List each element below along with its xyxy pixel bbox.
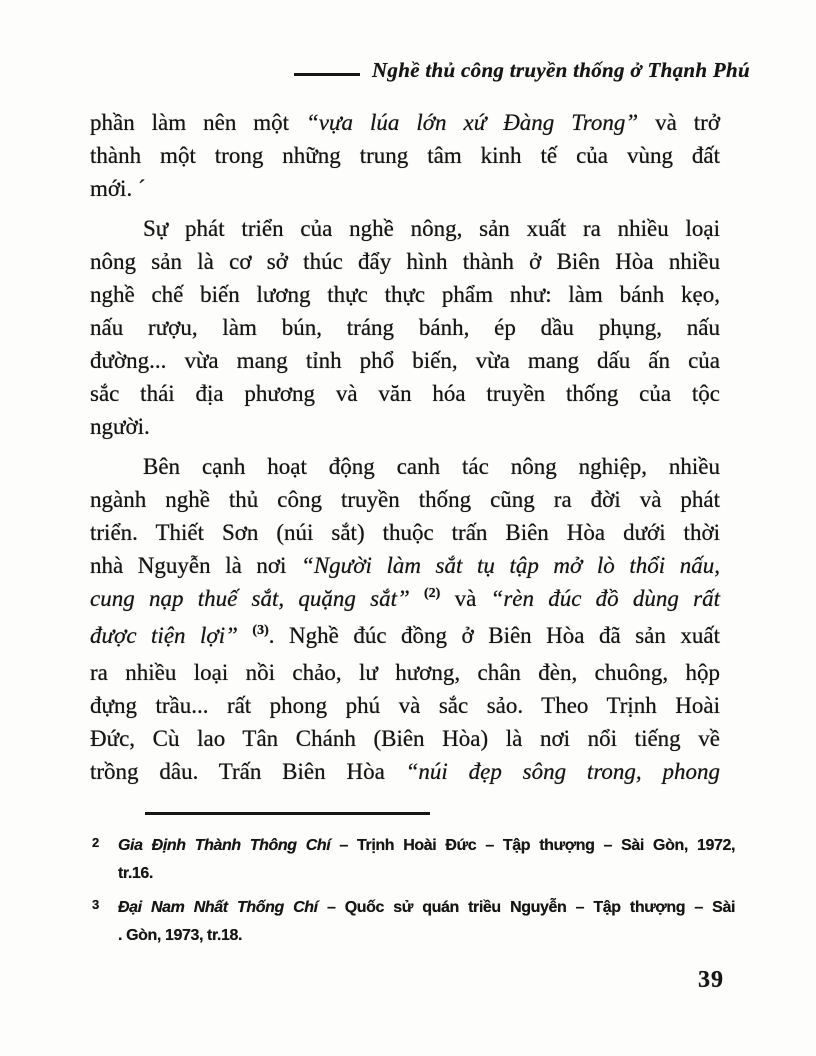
text-line	[90, 106, 720, 139]
running-title: Nghề thủ công truyền thống ở Thạnh Phú	[371, 58, 750, 82]
footnote-marker: 2	[92, 835, 99, 850]
text-line	[90, 450, 720, 483]
text-line	[90, 549, 720, 582]
text-run: “núi đẹp sông trong, phong	[405, 759, 720, 784]
text-run: tr.16.	[118, 865, 153, 882]
text-run: . Nghề đúc đồng ở Biên Hòa đã sản xuất	[268, 623, 720, 648]
header-rule	[294, 73, 360, 76]
text-line	[90, 278, 720, 311]
text-run: triển. Thiết Sơn (núi sắt) thuộc trấn Biên Hòa dưới thời	[90, 520, 720, 545]
page-number: 39	[698, 967, 724, 993]
text-line	[118, 860, 735, 888]
text-line	[90, 172, 720, 205]
text-line	[90, 311, 720, 344]
text-run: phần làm nên một	[90, 110, 307, 135]
text-line	[90, 139, 720, 172]
text-run: – Quốc sử quán triều Nguyễn – Tập thượng – Sài	[317, 899, 735, 916]
paragraph	[90, 450, 720, 788]
text-line	[90, 722, 720, 755]
text-run: nghề chế biến lương thực thực phẩm như: làm bánh kẹo,	[90, 282, 720, 307]
text-line	[90, 377, 720, 410]
text-line	[118, 894, 735, 922]
text-line	[90, 656, 720, 689]
text-run: ra nhiều loại nồi chảo, lư hương, chân đèn, chuông, hộp	[90, 660, 720, 685]
text-run: và trở	[638, 110, 721, 135]
text-line	[90, 410, 720, 443]
footnote-ref: (3)	[252, 623, 269, 638]
text-run: và	[440, 586, 491, 611]
page-header	[294, 58, 750, 83]
text-line	[90, 516, 720, 549]
text-run: Sự phát triển của nghề nông, sản xuất ra nhiều loại	[143, 216, 720, 241]
footnotes	[90, 832, 735, 956]
text-run: đựng trầu... rất phong phú và sắc sảo. Theo Trịnh Hoài	[90, 693, 720, 718]
text-line	[90, 344, 720, 377]
text-run: nhà Nguyễn là nơi	[90, 553, 302, 578]
text-run: thành một trong những trung tâm kinh tế của vùng đất	[90, 143, 720, 168]
text-run: đường... vừa mang tỉnh phổ biến, vừa mang dấu ấn của	[90, 348, 720, 373]
text-run: mới. ´	[90, 176, 146, 201]
footnote-ref: (2)	[424, 586, 441, 601]
text-run: “vựa lúa lớn xứ Đàng Trong”	[306, 110, 639, 135]
footnote-marker: 3	[92, 897, 99, 912]
text-run: – Trịnh Hoài Đức – Tập thượng – Sài Gòn, 1972,	[330, 837, 735, 854]
text-run: cung nạp thuế sắt, quặng sắt”	[90, 586, 424, 611]
text-run: ngành nghề thủ công truyền thống cũng ra đời và phát	[90, 487, 720, 512]
text-line	[90, 619, 720, 656]
text-run: trồng dâu. Trấn Biên Hòa	[90, 759, 406, 784]
text-run: . Gòn, 1973, tr.18.	[118, 927, 243, 944]
text-line	[90, 245, 720, 278]
footnote-separator	[145, 812, 430, 815]
text-line	[118, 832, 735, 860]
text-run: “Người làm sắt tụ tập mở lò thổi nấu,	[301, 553, 720, 578]
text-run: người.	[90, 414, 150, 439]
text-run: nông sản là cơ sở thúc đẩy hình thành ở Biên Hòa nhiều	[90, 249, 720, 274]
text-line	[90, 582, 720, 619]
footnote	[90, 894, 735, 950]
text-run: sắc thái địa phương và văn hóa truyền thống của tộc	[90, 381, 720, 406]
text-line	[90, 212, 720, 245]
text-run: Gia Định Thành Thông Chí	[118, 837, 331, 854]
text-line	[118, 922, 735, 950]
body-text	[90, 106, 720, 795]
text-run: Bên cạnh hoạt động canh tác nông nghiệp, nhiều	[143, 454, 720, 479]
text-line	[90, 689, 720, 722]
text-run: Đại Nam Nhất Thống Chí	[118, 899, 318, 916]
text-line	[90, 755, 720, 788]
text-run: Đức, Cù lao Tân Chánh (Biên Hòa) là nơi nổi tiếng về	[90, 726, 720, 751]
text-line	[90, 483, 720, 516]
text-run: được tiện lợi”	[90, 623, 253, 648]
paragraph	[90, 212, 720, 443]
text-run: “rèn đúc đồ dùng rất	[490, 586, 721, 611]
text-run: nấu rượu, làm bún, tráng bánh, ép dầu phụng, nấu	[90, 315, 720, 340]
footnote	[90, 832, 735, 888]
paragraph	[90, 106, 720, 205]
